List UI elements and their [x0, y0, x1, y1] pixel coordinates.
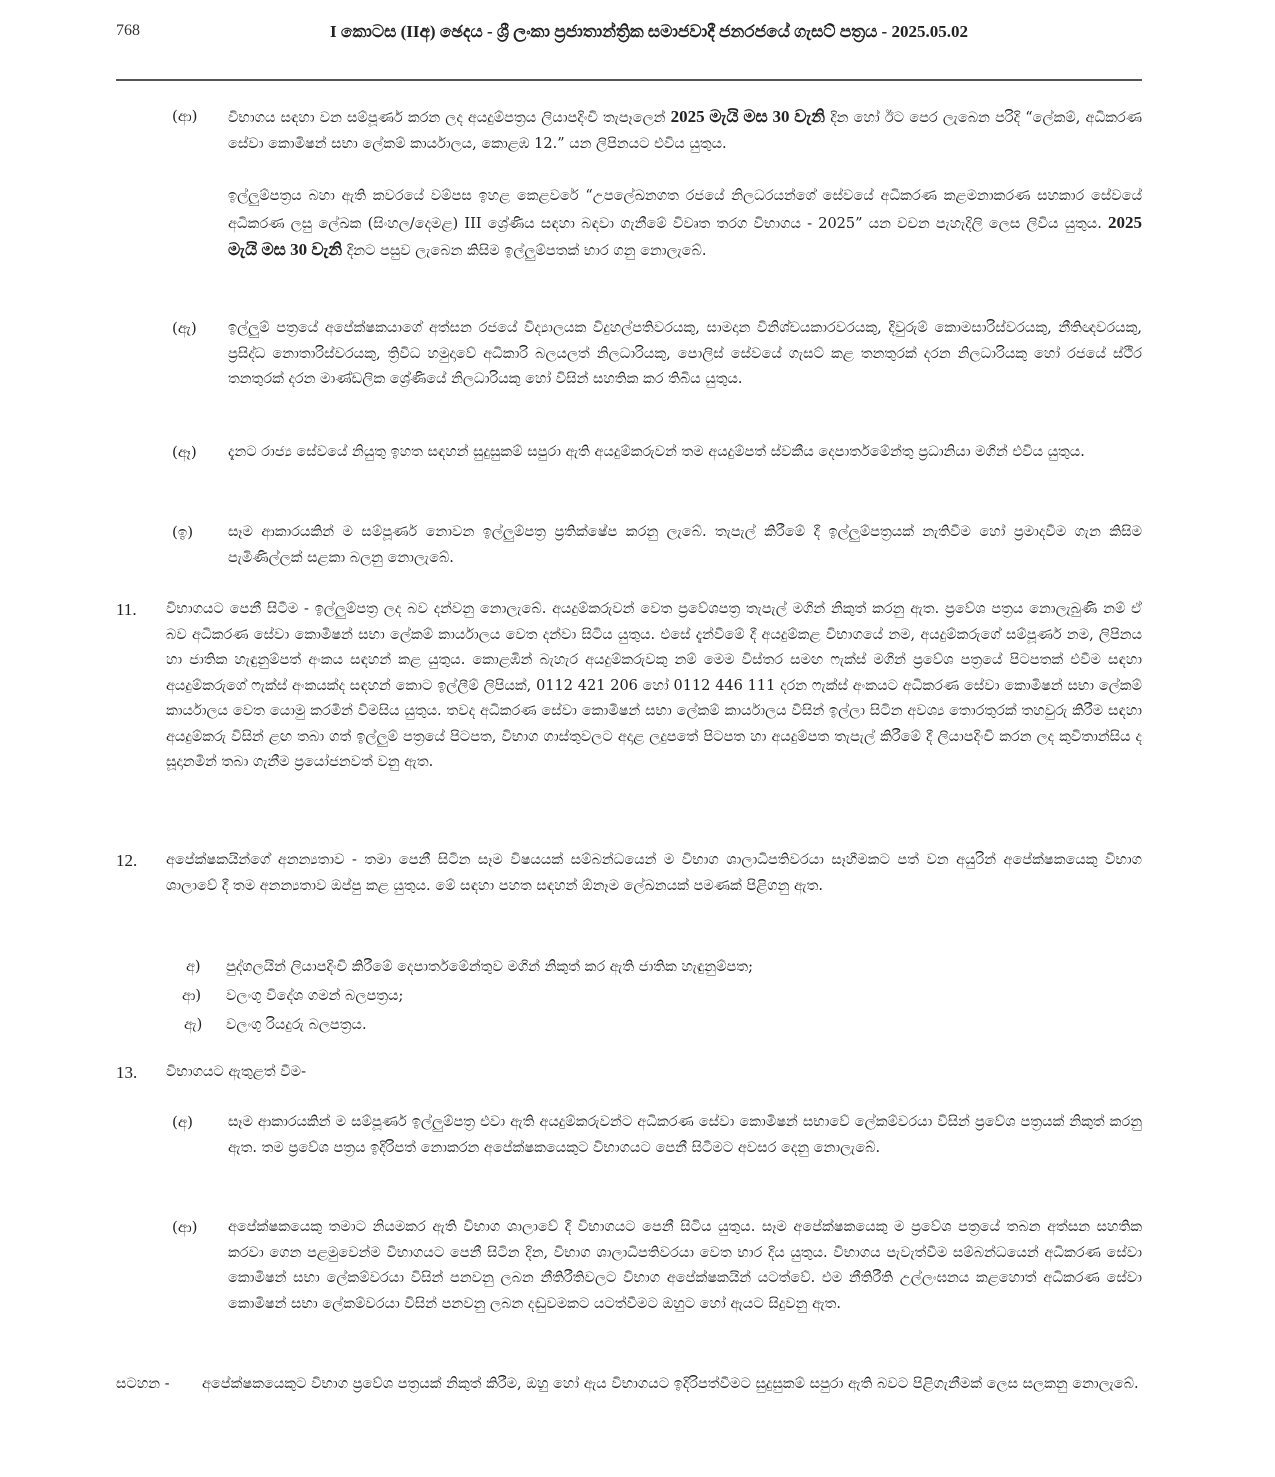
paragraph [228, 104, 1142, 157]
paragraph: අපේක්ෂකයින්ගේ අනන්‍යතාව - තමා පෙනී සිටින සෑම විෂයයක් සම්බන්ධයෙන් ම විභාග ශාලාධිපතිවරයා සෑහීමකට පත් වන අයුරින් අපේක්ෂකයෙකු විභාග ශාලාවේ දී තම අනන්‍යතාව ඔප්පු කළ යුතුය. මේ සඳහා පහත සඳහන් ඕනෑම ලේඛනයක් පමණක් පිළිගනු ඇත. [166, 852, 1142, 894]
section-number: 13. [116, 1063, 138, 1082]
list-item [182, 984, 1086, 1013]
paragraph [228, 184, 1142, 265]
section-label: (ඉ) [172, 523, 194, 541]
page-number: 768 [116, 22, 140, 39]
date-bold: 2025 මැයි මස 30 වැනි [670, 107, 826, 126]
section-label: (ඈ) [172, 443, 197, 461]
paragraph: දැනට රාජ්‍ය සේවයේ නියුතු ඉහත සඳහන් සුදුසුකම් සපුරා ඇති අයදුම්කරුවන් තම අයදුම්පත් ස්වකීය දෙපාර්තමේන්තු ප්‍රධානියා මගින් එවිය යුතුය. [228, 444, 1085, 460]
item-text: වලංගු රියදුරු බලපත්‍රය. [226, 1017, 367, 1033]
paragraph: ඉල්ලුම් පත්‍රයේ අපේක්ෂකයාගේ අත්සන රජයේ විද්‍යාලයක විදුහල්පතිවරයකු, සාමදාන විනිශ්චයකාරවරයකු, දිවුරුම් කොමසාරිස්වරයකු, නීතිඥවරයකු, ප්‍රසිද්ධ නොතාරිස්වරයකු, ත්‍රිවිධ හමුදාවේ අධිකාරි බලයලත් නිලධාරියකු, පොලිස් සේවයේ ගැසට් කළ තනතුරක් දරන නිලධාරියකු හෝ රජයේ ස්ථිර තනතුරක් දරන මාණ්ඩලික ශ්‍රේණියේ නිලධාරියකු හෝ විසින් සහතික කර තිබිය යුතුය. [228, 320, 1142, 387]
list-item [186, 955, 1086, 984]
list-item [186, 1013, 1086, 1042]
text-span: ඉල්ලුම්පත්‍රය බහා ඇති කවරයේ වම්පස ඉහළ කෙළවරේ “උපලේඛනගත රජයේ නිලධරයන්ගේ සේවයේ අධිකරණ කළමනාකරණ සහකාර සේවයේ අධිකරණ ලසු ලේඛක (සිංහල/දෙමළ) III ශ්‍රේණිය සඳහා බඳවා ගැනීමේ විවෘත තරග විභාගය - 2025” යන වචන පැහැදිලි ලෙස ලිවිය යුතුය. [228, 188, 1142, 232]
item-label: ඇ) [184, 1017, 203, 1033]
note-text: අපේක්ෂකයෙකුට විභාග ප්‍රවේශ පත්‍රයක් නිකුත් කිරීම, ඔහු හෝ ඇය විභාගයට ඉදිරිපත්වීමට සුදුසුකම් සපුරා ඇති බවට පිළිගැනීමක් ලෙස සලකනු නොලැබේ. [202, 1376, 1139, 1392]
section-label: (ඇ) [172, 319, 197, 337]
text-span: දින හෝ ඊට පෙර ලැබෙන පරිදි “ලේකම්, අධිකරණ සේවා කොමිෂන් සභා ලේකම් කාර්යාලය, කොළඹ 12.” යන ලිපිනයට එවිය යුතුය. [228, 110, 1143, 152]
section-label: (අ) [172, 1113, 193, 1131]
section-label: (ආ) [172, 107, 198, 125]
item-label: අ) [186, 959, 201, 975]
section-label: (ආ) [172, 1218, 198, 1236]
paragraph: අපේක්ෂකයෙකු තමාට නියමකර ඇති විභාග ශාලාවේ දී විභාගයට පෙනී සිටිය යුතුය. සෑම අපේක්ෂකයෙකු ම ප්‍රවේශ පත්‍රයේ තබන අත්සන සහතික කරවා ගෙන පළමුවෙන්ම විභාගයට පෙනී සිටින දින, විභාග ශාලාධිපතිවරයා වෙත භාර දිය යුතුය. විභාගය පැවැත්වීම සම්බන්ධයෙන් අධිකරණ සේවා කොමිෂන් සභා ලේකම්වරයා විසින් පනවනු ලබන නීතිරීතිවලට විභාග අපේක්ෂකයින් යටත්වේ. එම නීතිරීති උල්ලංඝනය කළහොත් අධිකරණ සේවා කොමිෂන් සභා ලේකම්වරයා විසින් පනවනු ලබන දඬුවමකට යටත්වීමට ඔහුට හෝ ඇයට සිදුවනු ඇත. [228, 1219, 1142, 1312]
paragraph: සෑම ආකාරයකින් ම සම්පූර්ණ ඉල්ලුම්පත්‍ර එවා ඇති අයදුම්කරුවන්ට අධිකරණ සේවා කොමිෂන් සභාවේ ලේකම්වරයා විසින් ප්‍රවේශ පත්‍රයක් නිකුත් කරනු ඇත. තම ප්‍රවේශ පත්‍රය ඉදිරිපත් නොකරන අපේක්ෂකයෙකුට විභාගයට පෙනී සිටීමට අවසර දෙනු නොලැබේ. [228, 1114, 1142, 1156]
date-bold: 2025 මැයි මස 30 වැනි [228, 212, 1142, 259]
paragraph: සෑම ආකාරයකින් ම සම්පූර්ණ නොවන ඉල්ලුම්පත්‍ර ප්‍රතික්ෂේප කරනු ලැබේ. තැපැල් කිරීමේ දී ඉල්ලුම්පත්‍රයක් නැතිවීම හෝ ප්‍රමාදවීම ගැන කිසිම පැමිණිල්ලක් සළකා බලනු නොලැබේ. [228, 524, 1142, 566]
id-document-list [182, 955, 1086, 1042]
running-title: I කොටස (IIඅ) ඡෙදය - ශ්‍රී ලංකා ප්‍රජාතාන්ත්‍රික සමාජවාදී ජනරජයේ ගැසට් පත්‍රය - 2025.05.02 [330, 22, 968, 41]
header-rule [116, 79, 1142, 81]
page-header [116, 20, 1142, 80]
section-number: 11. [116, 600, 137, 619]
note-label: සටහන - [116, 1376, 170, 1392]
text-span: දිනට පසුව ලැබෙන කිසිම ඉල්ලුම්පතක් භාර ගනු නොලැබේ. [342, 243, 707, 259]
item-text: පුද්ගලයින් ලියාපදිංචි කිරීමේ දෙපාර්තමේන්තුව මගින් නිකුත් කර ඇති ජාතික හැඳුනුම්පත; [226, 959, 753, 975]
text-span: විභාගය සඳහා වන සම්පූර්ණ කරන ලද අයදුම්පත්‍රය ලියාපදිංචි තැපෑලෙන් [228, 110, 671, 126]
paragraph: විභාගයට පෙනී සිටීම - ඉල්ලුම්පත්‍ර ලද බව දන්වනු නොලැබේ. අයදුම්කරුවන් වෙත ප්‍රවේශපත්‍ර තැපැල් මගින් නිකුත් කරනු ඇත. ප්‍රවේශ පත්‍රය නොලැබුණි නම් ඒ බව අධිකරණ සේවා කොමිෂන් සභා ලේකම් කාර්යාලය වෙත දන්වා සිටිය යුතුය. එසේ දැන්වීමේ දී අයදුම්කළ විභාගයේ නම, අයදුම්කරුගේ සම්පූර්ණ නම, ලිපිනය හා ජාතික හැඳුනුම්පත් අංකය සඳහන් කළ යුතුය. කොළඹින් බැහැර අයදුම්කරුවකු නම් මෙම විස්තර සමඟ ෆැක්ස් මගින් ප්‍රවේශ පත්‍රයේ පිටපතක් එවීම සඳහා අයදුම්කරුගේ ෆැක්ස් අංකයක්ද සඳහන් කොට ඉල්ලීම් ලිපියක්, 0112 421 206 හෝ 0112 446 111 දරන ෆැක්ස් අංකයට අධිකරණ සේවා කොමිෂන් සභා ලේකම් කාර්යාලය වෙත යොමු කරමින් විමසිය යුතුය. තවද අධිකරණ සේවා කොමිෂන් සභා ලේකම් කාර්යාලය විසින් ඉල්ලා සිටින අවශ්‍ය තොරතුරක් තහවුරු කිරීම සඳහා අයදුම්කරු විසින් ළඟ තබා ගත් ඉල්ලුම් පත්‍රයේ පිටපත, විභාග ගාස්තුවලට අදාළ ලදුපතේ පිටපත හා අයදුම්පත තැපැල් කිරීමේ දී ලියාපදිංචි කරන ලද කුවිතාන්සිය ද සූදානමින් තබා ගැනීම ප්‍රයෝජනවත් වනු ඇත. [166, 601, 1142, 770]
section-number: 12. [116, 851, 138, 870]
section-title: විභාගයට ඇතුළත් වීම- [166, 1064, 306, 1080]
item-label: ආ) [182, 988, 202, 1004]
item-text: වලංගු විදේශ ගමන් බලපත්‍රය; [226, 988, 404, 1004]
